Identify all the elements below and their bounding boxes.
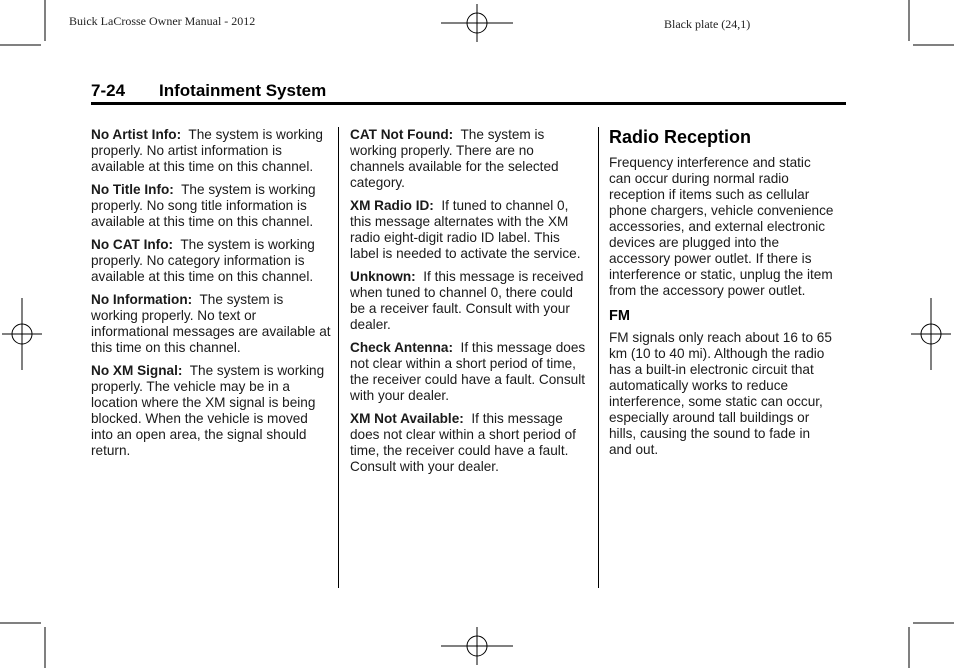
message-text: The system is working properly. The vehicle may be in a location where the XM signal is being blocked. When the vehicle is moved into an open area, the signal should return. bbox=[91, 363, 325, 458]
page-number: 7-24 bbox=[91, 81, 126, 100]
message-entry bbox=[91, 182, 331, 230]
radio-reception-heading: Radio Reception bbox=[609, 127, 752, 147]
column-3 bbox=[609, 126, 834, 465]
registration-mark-bottom bbox=[441, 627, 513, 665]
message-text: If this message is received when tuned to channel 0, there could be a receiver fault. Consult with your dealer. bbox=[350, 269, 584, 332]
message-text: The system is working properly. No text or informational messages are available at this time on this channel. bbox=[91, 292, 331, 355]
column-1 bbox=[91, 127, 331, 466]
registration-mark-left bbox=[2, 298, 42, 370]
registration-mark-top bbox=[441, 4, 513, 42]
message-entry bbox=[350, 340, 590, 404]
column-2 bbox=[350, 127, 590, 482]
plate-label: Black plate (24,1) bbox=[664, 17, 751, 31]
document-title: Buick LaCrosse Owner Manual - 2012 bbox=[69, 14, 256, 28]
message-text: If tuned to channel 0, this message alternates with the XM radio eight-digit radio ID label. This label is needed to activate the service. bbox=[350, 198, 581, 261]
message-text: The system is working properly. No category information is available at this time on this channel. bbox=[91, 237, 315, 284]
message-term: CAT Not Found: bbox=[350, 127, 454, 142]
message-entry bbox=[91, 237, 331, 285]
message-entry bbox=[350, 127, 590, 191]
message-term: No Artist Info: bbox=[91, 127, 182, 142]
message-term: XM Radio ID: bbox=[350, 198, 434, 213]
message-term: No XM Signal: bbox=[91, 363, 183, 378]
message-entry bbox=[350, 198, 590, 262]
section-title: Infotainment System bbox=[159, 81, 327, 100]
fm-heading: FM bbox=[609, 308, 630, 324]
message-term: XM Not Available: bbox=[350, 411, 464, 426]
message-entry bbox=[350, 269, 590, 333]
fm-text: FM signals only reach about 16 to 65 km (10 to 40 mi). Although the radio has a built-in electronic circuit that automatically works to reduce interference, some static can occur, especially around tall buildings or hills, causing the sound to fade in and out. bbox=[609, 330, 832, 457]
registration-mark-right bbox=[911, 298, 951, 370]
message-term: No Information: bbox=[91, 292, 193, 307]
message-text: The system is working properly. No song title information is available at this time on this channel. bbox=[91, 182, 316, 229]
column-divider bbox=[338, 127, 339, 588]
message-entry bbox=[350, 411, 590, 475]
message-term: No Title Info: bbox=[91, 182, 174, 197]
message-text: If this message does not clear within a short period of time, the receiver could have a fault. Consult with your dealer. bbox=[350, 411, 576, 474]
section-header bbox=[91, 80, 846, 105]
message-term: No CAT Info: bbox=[91, 237, 174, 252]
message-term: Check Antenna: bbox=[350, 340, 453, 355]
message-term: Unknown: bbox=[350, 269, 416, 284]
message-entry bbox=[91, 363, 331, 459]
radio-reception-text: Frequency interference and static can occur during normal radio reception if items such as cellular phone chargers, vehicle convenience accessories, and external electronic devices are plugged into the accessory power outlet. If there is interference or static, unplug the item from the accessory power outlet. bbox=[609, 155, 834, 298]
message-text: If this message does not clear within a short period of time, the receiver could have a fault. Consult with your dealer. bbox=[350, 340, 586, 403]
message-text: The system is working properly. There are no channels available for the selected category. bbox=[350, 127, 559, 190]
message-entry bbox=[91, 292, 331, 356]
message-text: The system is working properly. No artist information is available at this time on this channel. bbox=[91, 127, 323, 174]
message-entry bbox=[91, 127, 331, 175]
column-divider bbox=[598, 127, 599, 588]
